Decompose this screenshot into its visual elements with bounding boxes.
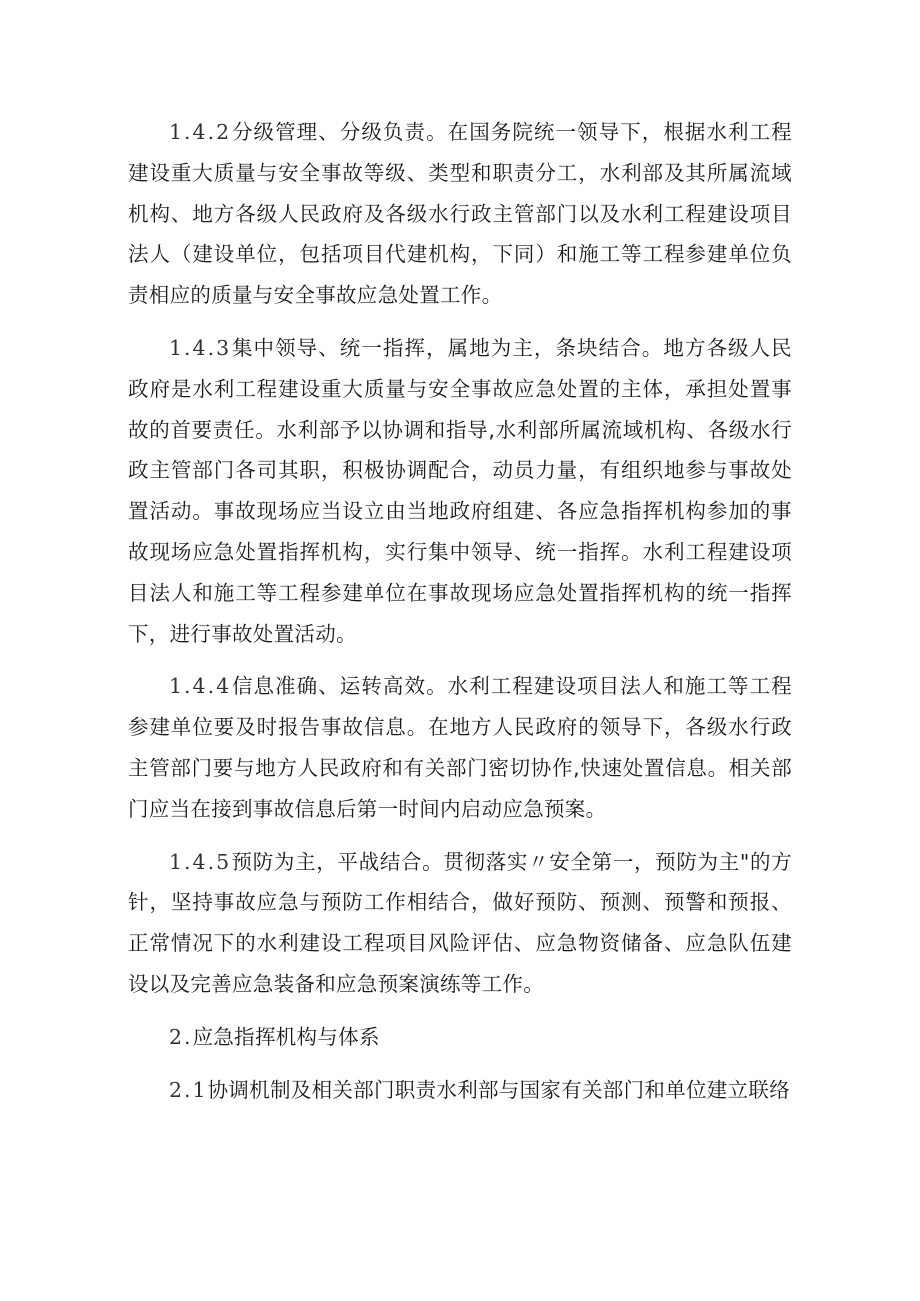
paragraph-text: 集中领导、统一指挥，属地为主，条块结合。地方各级人民政府是水利工程建设重大质量与安全事故应急处置的主体，承担处置事故的首要责任。水利部予以协调和指导,水利部所属流域机构、各级水行政主管部门各司其职，积极协调配合，动员力量，有组织地参与事故处置活动。事故现场应当设立由当地政府组建、各应急指挥机构参加的事故现场应急处置指挥机构，实行集中领导、统一指挥。水利工程建设项目法人和施工等工程参建单位在事故现场应急处置指挥机构的统一指挥下，进行事故处置活动。: [128, 335, 792, 646]
paragraph-1-4-5: [128, 842, 792, 1005]
section-number: 2.: [169, 1024, 193, 1049]
paragraph-1-4-4: [128, 666, 792, 829]
section-number: 1.4.3: [169, 335, 232, 360]
heading-text: 应急指挥机构与体系: [192, 1024, 380, 1049]
section-number: 1.4.5: [169, 849, 232, 874]
paragraph-text: 协调机制及相关部门职责水利部与国家有关部门和单位建立联络: [207, 1077, 791, 1102]
paragraph-1-4-2: [128, 112, 792, 316]
paragraph-2-1: [128, 1070, 792, 1111]
paragraph-text: 分级管理、分级负责。在国务院统一领导下，根据水利工程建设重大质量与安全事故等级、类型和职责分工，水利部及其所属流域机构、地方各级人民政府及各级水行政主管部门以及水利工程建设项目法人（建设单位，包括项目代建机构，下同）和施工等工程参建单位负责相应的质量与安全事故应急处置工作。: [128, 120, 792, 308]
paragraph-1-4-3: [128, 328, 792, 654]
section-number: 1.4.4: [169, 674, 232, 699]
section-heading-2: [128, 1017, 792, 1058]
paragraph-text: 信息准确、运转高效。水利工程建设项目法人和施工等工程参建单位要及时报告事故信息。在地方人民政府的领导下，各级水行政主管部门要与地方人民政府和有关部门密切协作,快速处置信息。相关部门应当在接到事故信息后第一时间内启动应急预案。: [128, 674, 792, 821]
paragraph-text: 预防为主，平战结合。贯彻落实〃安全第一，预防为主"的方针，坚持事故应急与预防工作相结合，做好预防、预测、预警和预报、正常情况下的水利建设工程项目风险评估、应急物资储备、应急队伍建设以及完善应急装备和应急预案演练等工作。: [128, 849, 792, 996]
section-number: 1.4.2: [169, 120, 232, 144]
section-number: 2.1: [169, 1077, 208, 1102]
document-body: [128, 112, 792, 1122]
